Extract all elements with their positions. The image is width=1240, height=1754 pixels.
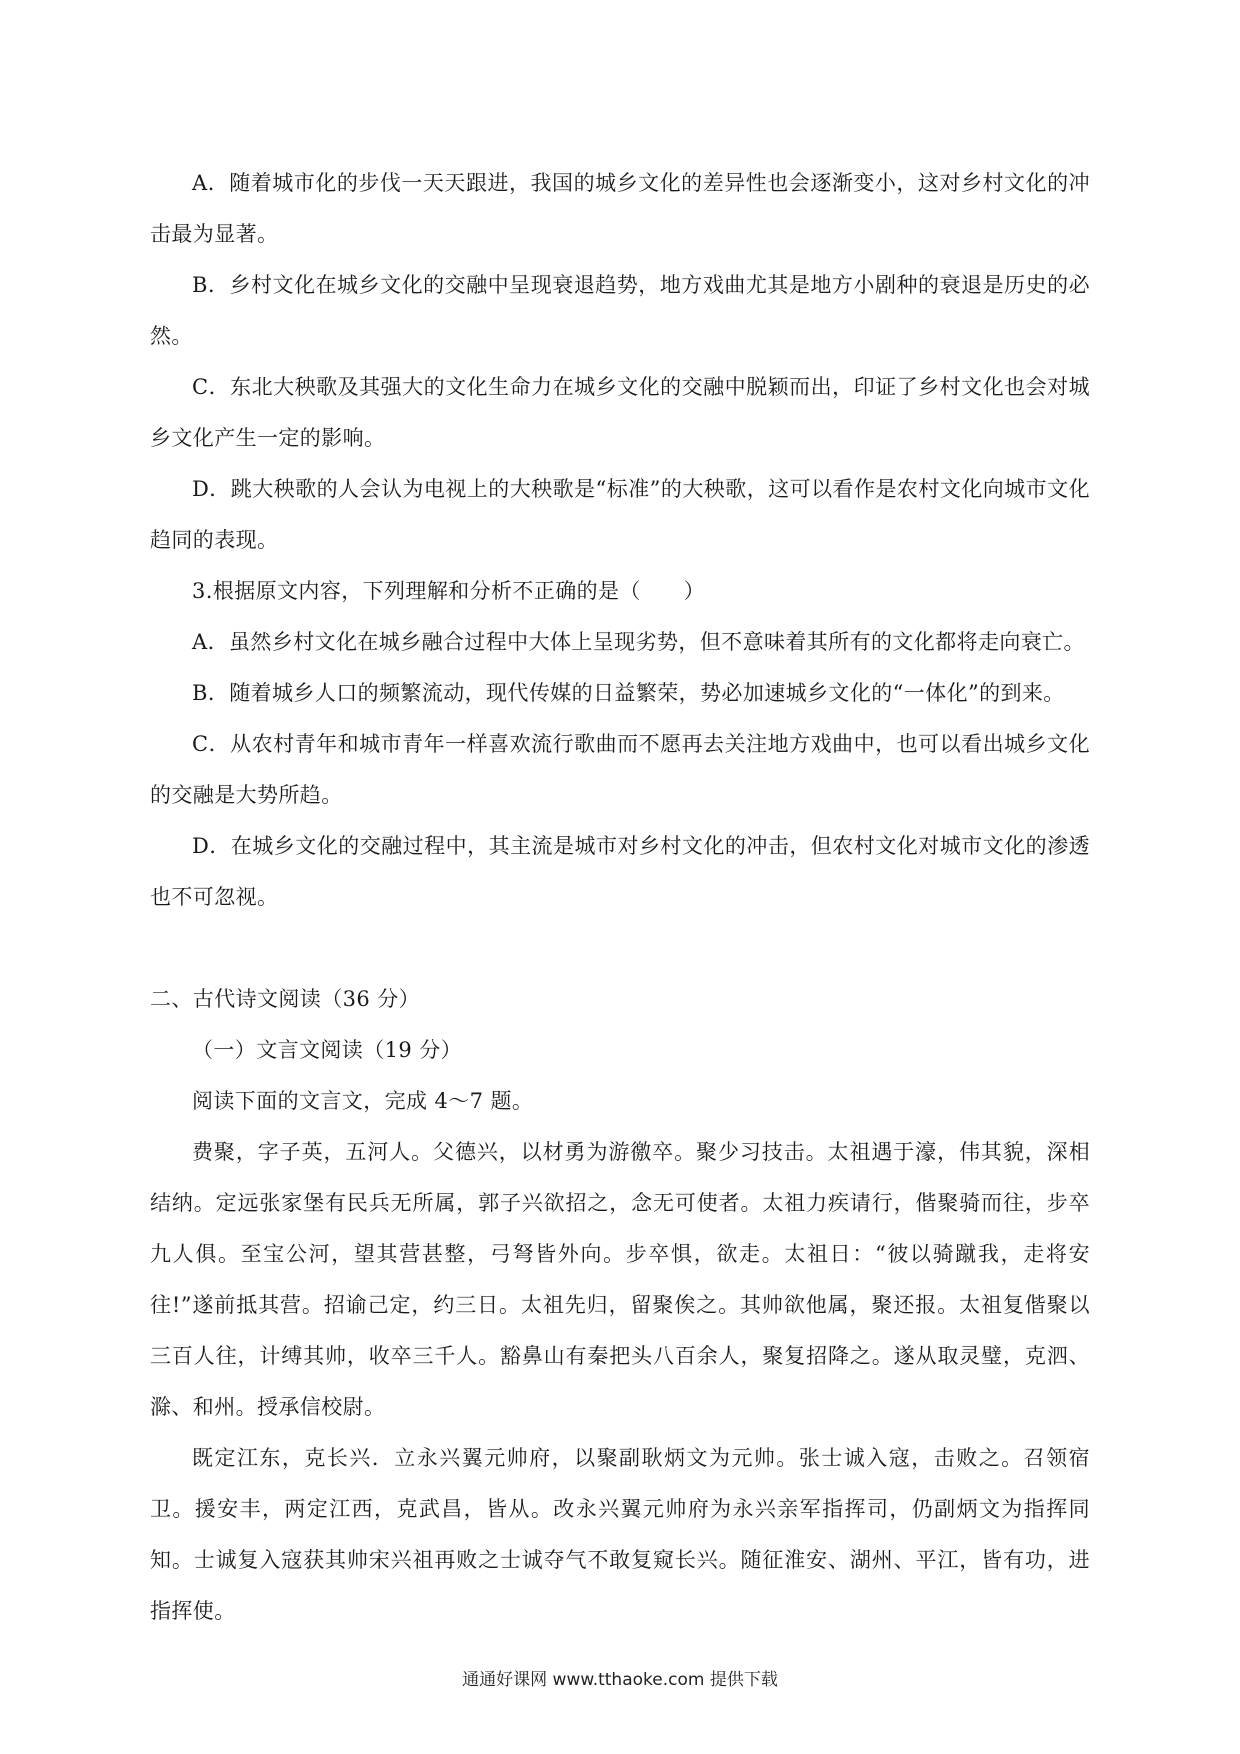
- passage-paragraph: 费聚，字子英，五河人。父德兴，以材勇为游徼卒。聚少习技击。太祖遇于濠，伟其貌，深相结纳。定远张家堡有民兵无所属，郭子兴欲招之，念无可使者。太祖力疾请行，偕聚骑而往，步卒九人俱。至宝公河，望其营甚整，弓弩皆外向。步卒惧，欲走。太祖日：“彼以骑蹴我，走将安往!”遂前抵其营。招谕己定，约三日。太祖先归，留聚俟之。其帅欲他属，聚还报。太祖复偕聚以三百人往，计缚其帅，收卒三千人。豁鼻山有秦把头八百余人，聚复招降之。遂从取灵璧，克泗、滁、和州。授承信校尉。: [150, 1140, 1090, 1419]
- section-heading: 二、古代诗文阅读（36 分）: [150, 987, 420, 1011]
- sub-section-heading: （一）文言文阅读（19 分）: [192, 1038, 462, 1062]
- q2-option-a: A．随着城市化的步伐一天天跟进，我国的城乡文化的差异性也会逐渐变小，这对乡村文化的冲击最为显著。: [150, 171, 1090, 246]
- q3-option-c: C．从农村青年和城市青年一样喜欢流行歌曲而不愿再去关注地方戏曲中，也可以看出城乡文化的交融是大势所趋。: [150, 732, 1090, 807]
- q2-option-d: D．跳大秧歌的人会认为电视上的大秧歌是“标准”的大秧歌，这可以看作是农村文化向城市文化趋同的表现。: [150, 477, 1090, 552]
- page-content: [150, 158, 1090, 1637]
- q3-option-d: D．在城乡文化的交融过程中，其主流是城市对乡村文化的冲击，但农村文化对城市文化的渗透也不可忽视。: [150, 834, 1090, 909]
- section-gap: [150, 923, 1090, 974]
- passage-paragraph: 既定江东，克长兴．立永兴翼元帅府，以聚副耿炳文为元帅。张士诚入寇，击败之。召领宿卫。援安丰，两定江西，克武昌，皆从。改永兴翼元帅府为永兴亲军指挥司，仍副炳文为指挥同知。士诚复入寇获其帅宋兴祖再败之士诚夺气不敢复窥长兴。随征淮安、湖州、平江，皆有功，进指挥使。: [150, 1446, 1090, 1623]
- q3-stem: 3.根据原文内容，下列理解和分析不正确的是（ ）: [192, 579, 706, 603]
- q3-option-a: A．虽然乡村文化在城乡融合过程中大体上呈现劣势，但不意味着其所有的文化都将走向衰亡。: [192, 630, 1085, 654]
- q3-option-b: B．随着城乡人口的频繁流动，现代传媒的日益繁荣，势必加速城乡文化的“一体化”的到来。: [192, 681, 1065, 705]
- q2-option-b: B．乡村文化在城乡文化的交融中呈现衰退趋势，地方戏曲尤其是地方小剧种的衰退是历史的必然。: [150, 273, 1090, 348]
- reading-instruction: 阅读下面的文言文，完成 4～7 题。: [192, 1089, 534, 1113]
- q2-option-c: C．东北大秧歌及其强大的文化生命力在城乡文化的交融中脱颖而出，印证了乡村文化也会对城乡文化产生一定的影响。: [150, 375, 1090, 450]
- page-footer: 通通好课网 www.tthaoke.com 提供下载: [462, 1670, 778, 1690]
